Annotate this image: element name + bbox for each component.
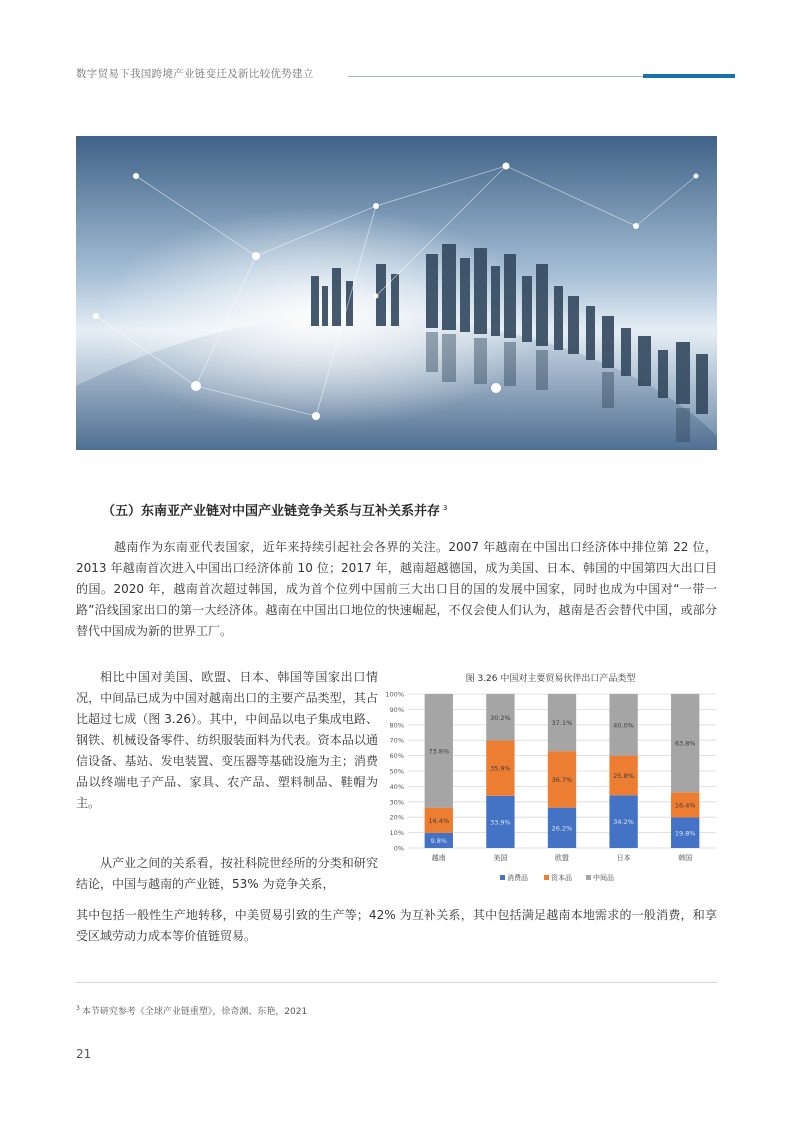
legend-label: 消费品	[507, 874, 528, 882]
hero-image-city-network	[76, 136, 717, 450]
legend-label: 中间品	[593, 874, 614, 882]
x-tick-label: 韩国	[678, 854, 693, 862]
y-tick-label: 100%	[385, 690, 404, 699]
y-tick-label: 0%	[393, 844, 404, 853]
y-tick-label: 20%	[389, 813, 404, 822]
paragraph-export-comparison: 相比中国对美国、欧盟、日本、韩国等国家出口情况，中间品已成为中国对越南出口的主要产品类型，其占比超过七成（图 3.26）。其中，中间品以电子集成电路、钢铁、机械设备零件、纺织服装面料为代表。资本品以通信设备、基站、发电装置、变压器等基础设施为主；消费品以终端电子产品、家具、农产品、塑料制品、鞋帽为主。	[76, 670, 378, 810]
legend-swatch	[586, 875, 591, 880]
data-label: 26.2%	[551, 824, 573, 833]
data-label: 63.8%	[674, 739, 696, 748]
data-label: 25.8%	[613, 771, 634, 780]
footnote	[76, 1004, 307, 1017]
footnote-reference[interactable]: 3	[443, 503, 448, 512]
data-label: 16.4%	[428, 816, 450, 825]
data-label: 37.1%	[551, 719, 573, 728]
legend-swatch	[544, 875, 549, 880]
figure-3-26	[378, 666, 723, 894]
footnote-text: 本节研究参考《全球产业链重塑》，徐奇渊、东艳，2021	[81, 1007, 308, 1017]
y-tick-label: 50%	[389, 767, 404, 776]
data-label: 36.7%	[551, 775, 573, 784]
legend-swatch	[500, 875, 505, 880]
footnote-mark: 3	[76, 1005, 80, 1012]
paragraph-industry-relation: 从产业之间的关系看，按社科院世经所的分类和研究结论，中国与越南的产业链，53% 为竞争关系，	[76, 856, 378, 891]
y-tick-label: 70%	[389, 736, 404, 745]
footnote-divider	[76, 982, 717, 983]
data-label: 16.4%	[674, 801, 696, 810]
chart-title: 图 3.26 中国对主要贸易伙伴出口产品类型	[465, 674, 636, 684]
page-number: 21	[76, 1047, 92, 1061]
y-tick-label: 60%	[389, 752, 404, 761]
data-label: 33.9%	[490, 818, 511, 827]
data-label: 34.2%	[613, 818, 634, 827]
section-heading	[102, 500, 447, 519]
paragraph-vietnam-intro: 越南作为东南亚代表国家，近年来持续引起社会各界的关注。2007 年越南在中国出口经济体中排位第 22 位，2013 年越南首次进入中国出口经济体前 10 位；2017 年，越南超越德国，成为美国、日本、韩国的中国第四大出口目的国。2020 年，越南首次超过韩国，成为首个位列中国前三大出口目的国的发展中国家，同时也成为中国对“一带一路”沿线国家出口的第一大经济体。越南在中国出口地位的快速崛起，不仅会使人们认为，越南是否会替代中国，或部分替代中国成为新的世界工厂。	[76, 540, 717, 638]
x-tick-label: 美国	[493, 854, 508, 862]
y-tick-label: 30%	[389, 798, 404, 807]
stacked-bar-chart	[378, 666, 723, 894]
y-tick-label: 40%	[389, 782, 404, 791]
running-header-title: 数字贸易下我国跨境产业链变迁及新比较优势建立	[76, 68, 314, 80]
data-label: 19.8%	[674, 829, 696, 838]
y-tick-label: 90%	[389, 705, 404, 714]
legend-label: 资本品	[551, 874, 572, 882]
data-label: 73.8%	[428, 747, 450, 756]
data-label: 40.0%	[613, 721, 634, 730]
data-label: 30.2%	[490, 713, 511, 722]
x-tick-label: 越南	[431, 854, 446, 862]
section-heading-text: （五）东南亚产业链对中国产业链竞争关系与互补关系并存	[102, 504, 441, 519]
paragraph-industry-relation-cont: 其中包括一般性生产地转移，中美贸易引致的生产等；42% 为互补关系，其中包括满足越南本地需求的一般消费，和享受区域劳动力成本等价值链贸易。	[76, 908, 717, 943]
data-label: 35.9%	[490, 764, 511, 773]
y-tick-label: 10%	[389, 829, 404, 838]
hero-illustration	[76, 136, 717, 450]
header-rule	[348, 76, 644, 77]
header-accent-bar	[643, 74, 735, 78]
x-tick-label: 日本	[616, 854, 631, 862]
data-label: 9.8%	[430, 836, 448, 845]
x-tick-label: 欧盟	[555, 854, 569, 862]
y-tick-label: 80%	[389, 721, 404, 730]
